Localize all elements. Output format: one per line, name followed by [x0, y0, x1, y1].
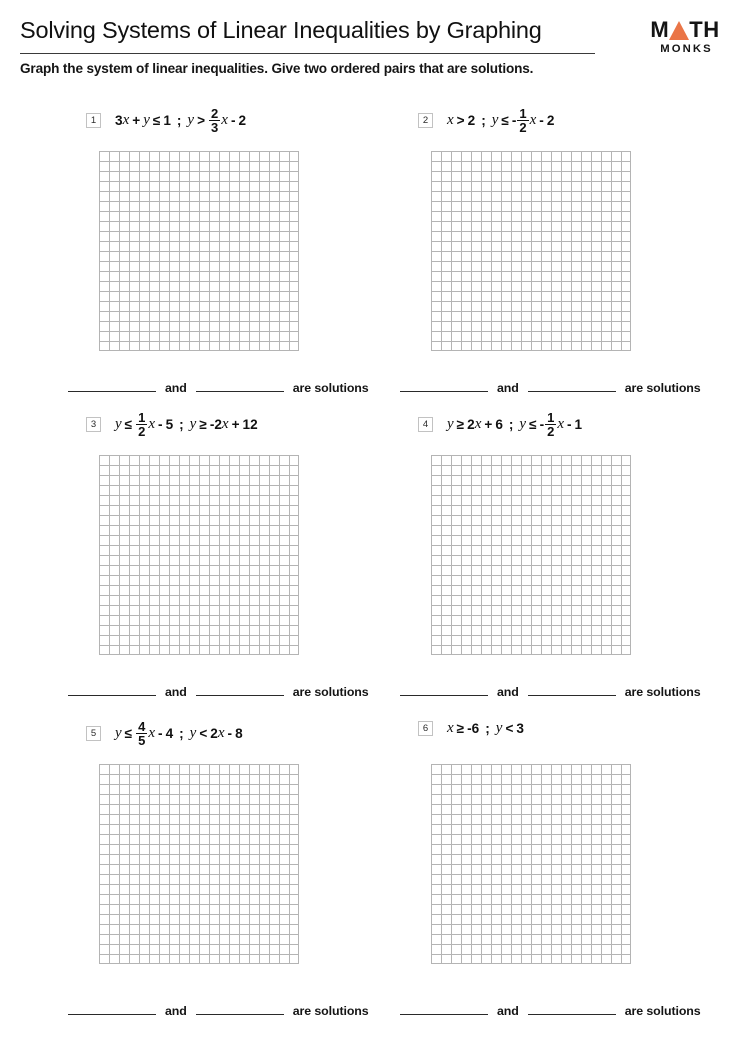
math-token: <: [199, 726, 208, 742]
math-token: -: [539, 113, 544, 129]
problem-2-expression: [447, 107, 554, 135]
answer-line-5: [68, 1003, 369, 1018]
math-token: 2: [546, 113, 555, 129]
title-divider: [20, 53, 595, 54]
answer-blank-first[interactable]: [68, 684, 156, 696]
math-token: ≤: [152, 113, 161, 129]
math-token: ≥: [199, 417, 207, 433]
math-monks-logo: [642, 18, 728, 55]
math-token: -: [567, 417, 572, 433]
math-token: -: [539, 417, 545, 433]
fraction: [136, 720, 147, 748]
graph-grid-5[interactable]: [99, 764, 299, 964]
answer-blank-first[interactable]: [400, 380, 488, 392]
math-token: y: [495, 720, 503, 736]
answer-line-3: [68, 684, 369, 699]
math-token: ;: [481, 113, 486, 129]
answer-blank-first[interactable]: [400, 684, 488, 696]
math-token: >: [197, 113, 206, 129]
answer-tail-label: are solutions: [292, 381, 369, 395]
math-token: 6: [495, 417, 503, 433]
fraction-denominator: 2: [547, 423, 555, 439]
fraction-numerator: 1: [138, 409, 146, 425]
problem-5-heading: [86, 720, 243, 748]
answer-line-1: [68, 380, 369, 395]
math-token: ;: [179, 726, 184, 742]
math-token: ;: [179, 417, 184, 433]
math-token: ≤: [501, 113, 509, 129]
math-token: x: [447, 720, 454, 736]
problem-number-badge: 1: [86, 113, 101, 128]
graph-grid-3[interactable]: [99, 455, 299, 655]
math-token: 3: [516, 721, 524, 736]
problem-number-badge: 6: [418, 721, 433, 736]
fraction-denominator: 3: [211, 119, 219, 135]
math-token: y: [115, 416, 122, 433]
math-token: ≤: [124, 726, 133, 742]
math-token: x: [557, 416, 564, 433]
answer-and-label: and: [497, 685, 519, 699]
problem-3-expression: [115, 411, 258, 439]
problem-4-heading: [418, 411, 582, 439]
math-token: +: [132, 113, 141, 129]
problem-2-heading: [418, 107, 554, 135]
math-token: 2: [238, 113, 247, 129]
answer-blank-second[interactable]: [196, 684, 284, 696]
math-token: -: [158, 417, 163, 433]
problem-number-badge: 2: [418, 113, 433, 128]
problem-number-badge: 3: [86, 417, 101, 432]
fraction: [136, 411, 147, 439]
math-token: <: [505, 721, 514, 736]
answer-and-label: and: [165, 685, 187, 699]
graph-grid-4[interactable]: [431, 455, 631, 655]
answer-tail-label: are solutions: [624, 1004, 701, 1018]
math-token: 12: [242, 417, 258, 433]
answer-blank-first[interactable]: [400, 1003, 488, 1015]
answer-blank-second[interactable]: [196, 380, 284, 392]
answer-and-label: and: [165, 1004, 187, 1018]
logo-wordmark: [642, 18, 728, 41]
math-token: x: [221, 112, 228, 129]
math-token: ;: [485, 721, 490, 736]
problem-number-badge: 4: [418, 417, 433, 432]
fraction-denominator: 2: [138, 423, 146, 439]
answer-and-label: and: [497, 1004, 519, 1018]
math-token: y: [143, 112, 150, 129]
math-token: ≥: [456, 721, 465, 736]
answer-blank-second[interactable]: [528, 684, 616, 696]
math-token: y: [447, 416, 454, 433]
triangle-icon: [669, 21, 689, 40]
math-token: x: [474, 416, 482, 433]
answer-blank-first[interactable]: [68, 1003, 156, 1015]
answer-and-label: and: [497, 381, 519, 395]
math-token: -: [230, 113, 236, 129]
problem-4-expression: [447, 411, 582, 439]
math-token: x: [447, 112, 454, 129]
graph-grid-2[interactable]: [431, 151, 631, 351]
problem-3-heading: [86, 411, 258, 439]
graph-grid-6[interactable]: [431, 764, 631, 964]
fraction-numerator: 1: [547, 409, 555, 425]
answer-blank-first[interactable]: [68, 380, 156, 392]
math-token: 1: [574, 417, 583, 433]
fraction-numerator: 1: [519, 105, 527, 121]
math-token: x: [217, 725, 225, 742]
math-token: y: [189, 416, 197, 433]
problem-1-heading: [86, 107, 246, 135]
math-token: 2: [210, 726, 218, 742]
math-token: -: [158, 726, 163, 742]
fraction: [545, 411, 556, 439]
math-token: >: [456, 113, 465, 129]
answer-tail-label: are solutions: [624, 381, 701, 395]
math-token: x: [529, 112, 537, 129]
answer-tail-label: are solutions: [292, 1004, 369, 1018]
problem-6-expression: [447, 720, 524, 737]
answer-tail-label: are solutions: [292, 685, 369, 699]
math-token: y: [187, 112, 195, 129]
fraction-denominator: 5: [138, 732, 146, 748]
fraction-denominator: 2: [519, 119, 527, 135]
problem-number-badge: 5: [86, 726, 101, 741]
worksheet-header: [0, 0, 742, 92]
math-token: ;: [176, 113, 182, 129]
math-token: y: [115, 725, 122, 742]
math-token: 4: [165, 726, 174, 742]
math-token: ≥: [456, 417, 465, 433]
math-token: y: [491, 112, 499, 129]
logo-letter-m: M: [650, 17, 670, 42]
math-token: y: [189, 725, 197, 742]
math-token: y: [519, 416, 527, 433]
instructions-text: Graph the system of linear inequalities. Give two ordered pairs that are solutions.: [20, 61, 534, 76]
math-token: ≤: [124, 417, 133, 433]
problem-6-heading: [418, 720, 524, 737]
answer-tail-label: are solutions: [624, 685, 701, 699]
math-token: 1: [163, 113, 171, 129]
math-token: x: [122, 112, 130, 129]
math-token: -: [227, 726, 233, 742]
math-token: -2: [209, 417, 222, 433]
logo-subtext: MONKS: [660, 43, 713, 55]
problem-1-expression: [115, 107, 246, 135]
fraction-numerator: 2: [211, 105, 219, 121]
math-token: 2: [467, 113, 476, 129]
math-token: +: [231, 417, 240, 433]
math-token: 5: [165, 417, 174, 433]
math-token: x: [221, 416, 229, 433]
answer-blank-second[interactable]: [528, 1003, 616, 1015]
math-token: -: [511, 113, 517, 129]
fraction: [517, 107, 528, 135]
math-token: x: [148, 416, 156, 433]
graph-grid-1[interactable]: [99, 151, 299, 351]
logo-letters-th: TH: [689, 17, 720, 42]
math-token: 3: [115, 113, 123, 129]
math-token: ;: [508, 417, 514, 433]
math-token: +: [484, 417, 493, 433]
math-token: -6: [467, 721, 480, 736]
math-token: ≤: [529, 417, 537, 433]
fraction-numerator: 4: [138, 718, 146, 734]
answer-line-2: [400, 380, 701, 395]
answer-line-6: [400, 1003, 701, 1018]
math-token: 8: [235, 726, 243, 742]
fraction: [209, 107, 220, 135]
answer-line-4: [400, 684, 701, 699]
page-title: Solving Systems of Linear Inequalities by Graphing: [20, 17, 542, 43]
problem-5-expression: [115, 720, 243, 748]
math-token: x: [148, 725, 156, 742]
answer-blank-second[interactable]: [528, 380, 616, 392]
answer-blank-second[interactable]: [196, 1003, 284, 1015]
math-token: 2: [467, 417, 475, 433]
answer-and-label: and: [165, 381, 187, 395]
